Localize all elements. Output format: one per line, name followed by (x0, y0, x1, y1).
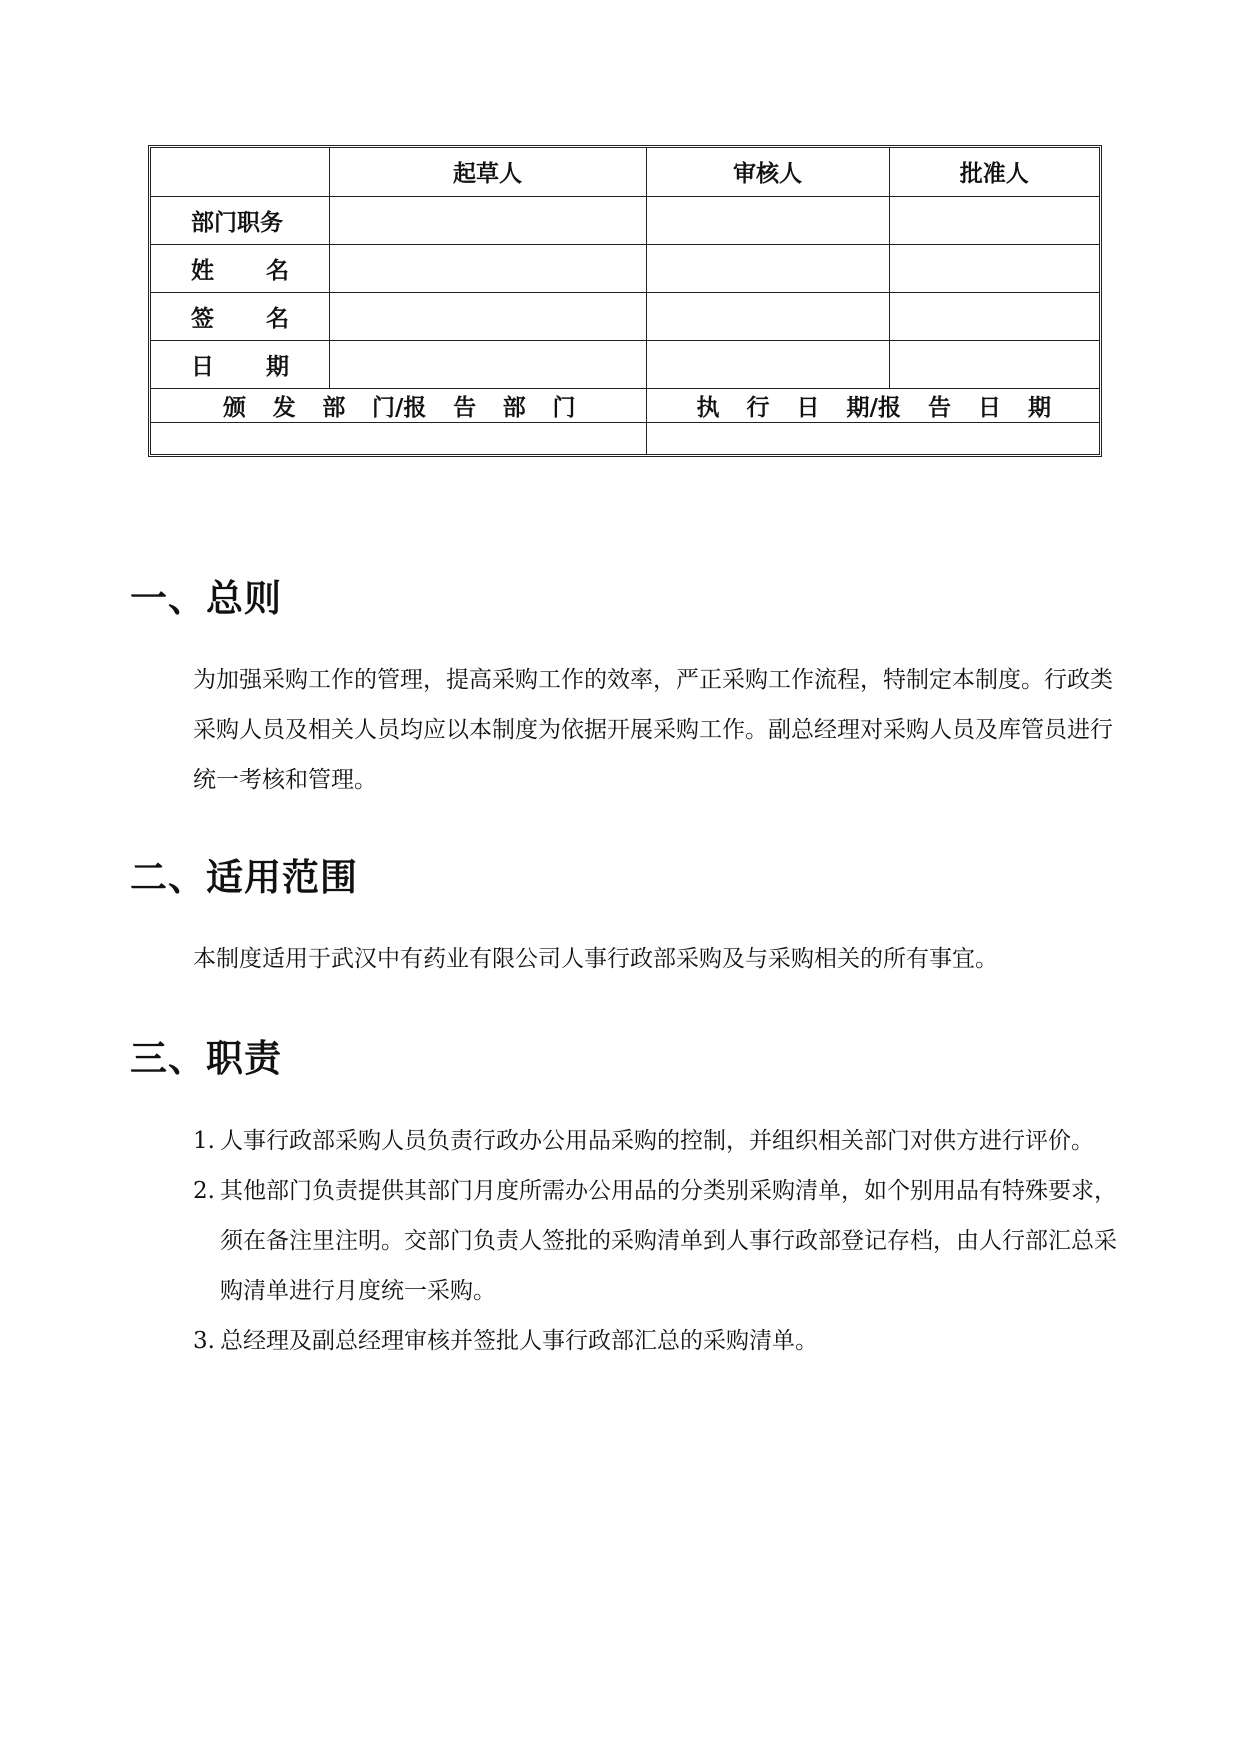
band-char: 部 (502, 394, 526, 421)
row-label-name (151, 244, 329, 292)
section-paragraph-general: 为加强采购工作的管理，提高采购工作的效率，严正采购工作流程，特制定本制度。行政类采购人员及相关人员均应以本制度为依据开展采购工作。副总经理对采购人员及库管员进行统一考核和管理。 (193, 667, 1113, 793)
label-char: 名 (266, 257, 289, 284)
cell-drafter-date[interactable] (329, 340, 646, 388)
section-paragraph-scope: 本制度适用于武汉中有药业有限公司人事行政部采购及与采购相关的所有事宜。 (193, 946, 998, 972)
label-char: 名 (266, 305, 289, 332)
band-char: 发 (272, 394, 296, 421)
table-row (151, 244, 1099, 292)
band-char: 告 (927, 394, 951, 421)
list-item-number: 2. (193, 1178, 215, 1204)
list-item-number: 1. (193, 1128, 215, 1154)
band-char: 期/报 (846, 394, 901, 421)
list-item (193, 1116, 1123, 1166)
cell-reviewer-position[interactable] (646, 196, 889, 244)
band-char: 告 (453, 394, 477, 421)
section-heading-duties: 三、职责 (130, 1037, 282, 1080)
band-char: 期 (1028, 394, 1051, 421)
band-issuing-department (151, 388, 646, 422)
band-char: 行 (746, 394, 770, 421)
band-char: 部 (322, 394, 346, 421)
cell-approver-position[interactable] (889, 196, 1099, 244)
section-heading-scope: 二、适用范围 (130, 856, 358, 899)
band-effective-date (646, 388, 1099, 422)
cell-drafter-position[interactable] (329, 196, 646, 244)
cell-drafter-name[interactable] (329, 244, 646, 292)
table-row (151, 292, 1099, 340)
header-approver: 批准人 (889, 148, 1099, 196)
list-item (193, 1166, 1123, 1316)
row-label-department-position: 部门职务 (151, 196, 329, 244)
table-header-row (151, 148, 1099, 196)
label-char: 日 (191, 353, 214, 380)
cell-reviewer-name[interactable] (646, 244, 889, 292)
table-corner-cell (151, 148, 329, 196)
cell-issuing-department-value[interactable] (151, 422, 646, 455)
cell-effective-date-value[interactable] (646, 422, 1099, 455)
duties-list (193, 1116, 1123, 1366)
list-item-text: 其他部门负责提供其部门月度所需办公用品的分类别采购清单，如个别用品有特殊要求，须在备注里注明。交部门负责人签批的采购清单到人事行政部登记存档，由人行部汇总采购清单进行月度统一采购。 (220, 1178, 1117, 1304)
band-char: 执 (696, 394, 720, 421)
section-heading-general: 一、总则 (130, 577, 282, 620)
table-row (151, 422, 1099, 455)
cell-reviewer-signature[interactable] (646, 292, 889, 340)
cell-reviewer-date[interactable] (646, 340, 889, 388)
table-row (151, 340, 1099, 388)
list-item-number: 3. (193, 1328, 215, 1354)
label-char: 姓 (191, 257, 214, 284)
list-item-text: 总经理及副总经理审核并签批人事行政部汇总的采购清单。 (220, 1328, 818, 1354)
band-char: 颁 (223, 394, 246, 421)
table-band-row (151, 388, 1099, 422)
band-char: 门 (552, 394, 576, 421)
label-char: 期 (266, 353, 289, 380)
row-label-date (151, 340, 329, 388)
band-char: 日 (796, 394, 820, 421)
label-char: 签 (191, 305, 214, 332)
cell-drafter-signature[interactable] (329, 292, 646, 340)
row-label-signature (151, 292, 329, 340)
approval-table (148, 145, 1102, 457)
cell-approver-name[interactable] (889, 244, 1099, 292)
cell-approver-signature[interactable] (889, 292, 1099, 340)
list-item-text: 人事行政部采购人员负责行政办公用品采购的控制，并组织相关部门对供方进行评价。 (220, 1128, 1094, 1154)
band-char: 门/报 (372, 394, 427, 421)
header-reviewer: 审核人 (646, 148, 889, 196)
cell-approver-date[interactable] (889, 340, 1099, 388)
table-row (151, 196, 1099, 244)
header-drafter: 起草人 (329, 148, 646, 196)
list-item (193, 1316, 1123, 1366)
band-char: 日 (977, 394, 1001, 421)
